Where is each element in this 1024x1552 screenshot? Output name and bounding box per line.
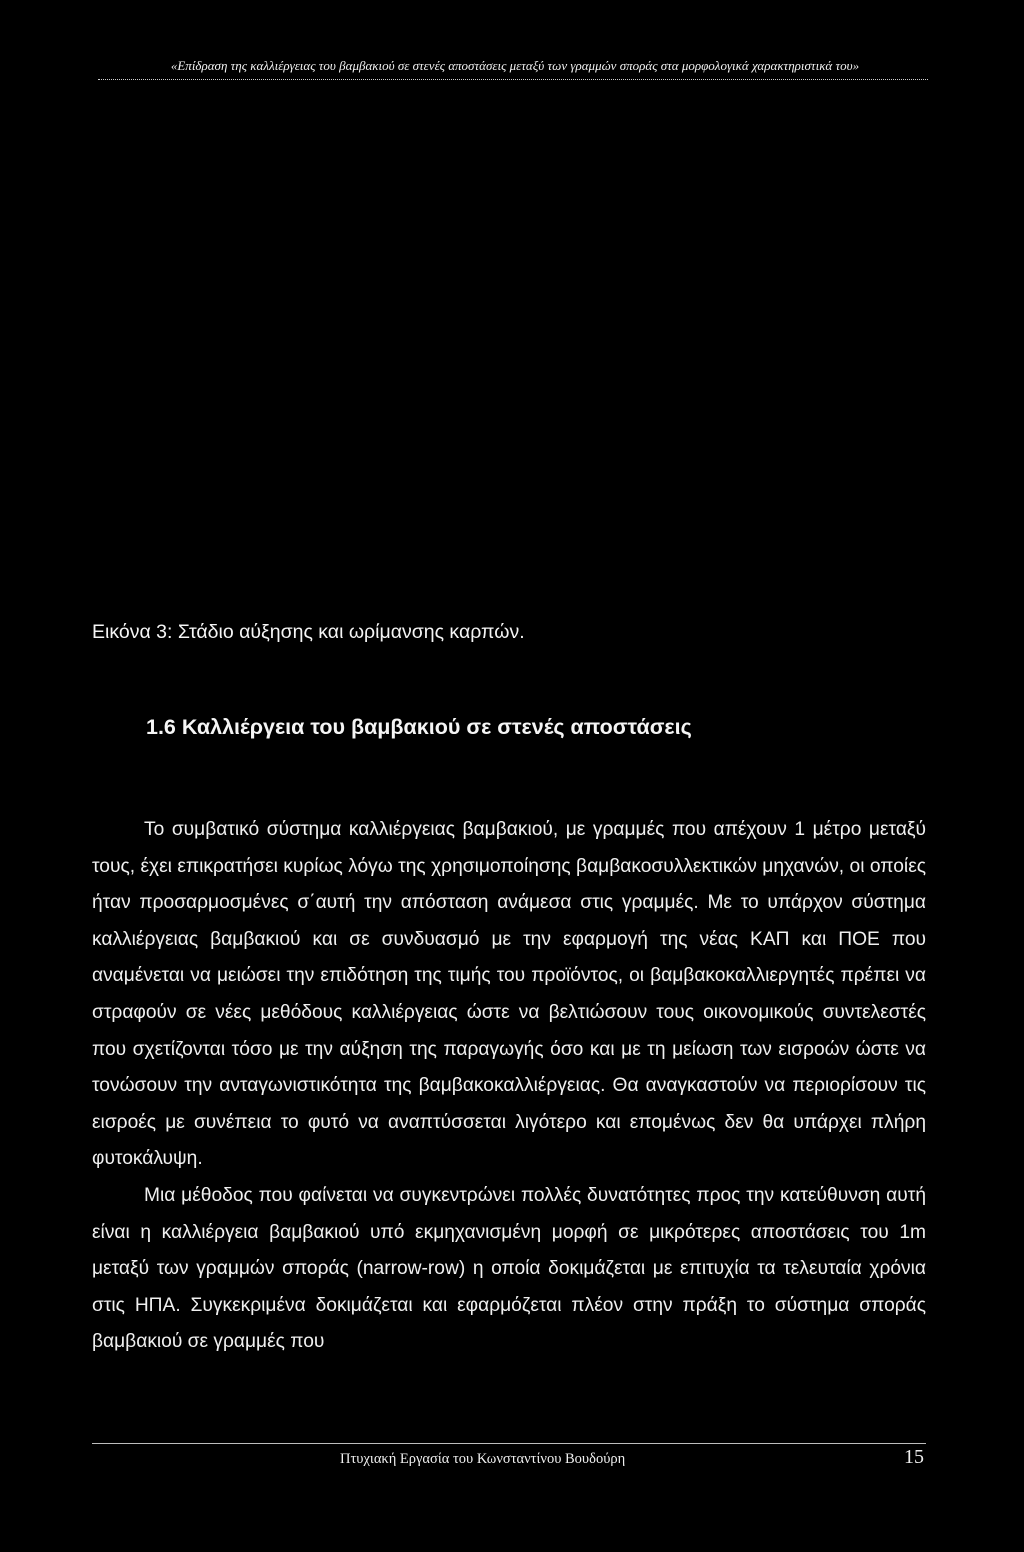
paragraph: Το συμβατικό σύστημα καλλιέργειας βαμβακιού, με γραμμές που απέχουν 1 μέτρο μεταξύ τους, έχει επικρατήσει κυρίως λόγω της χρησιμοποίησης βαμβακοσυλλεκτικών μηχανών, οι οποίες ήταν προσαρμοσμένες σ΄αυτή την απόσταση ανάμεσα στις γραμμές. Με το υπάρχον σύστημα καλλιέργειας βαμβακιού και σε συνδυασμό με την εφαρμογή της νέας ΚΑΠ και ΠΟΕ που αναμένεται να μειώσει την επιδότηση της τιμής του προϊόντος, οι βαμβακοκαλλιεργητές πρέπει να στραφούν σε νέες μεθόδους καλλιέργειας ώστε να βελτιώσουν τους οικονομικούς συντελεστές που σχετίζονται τόσο με την αύξηση της παραγωγής όσο και με τη μείωση των εισροών ώστε να τονώσουν την ανταγωνιστικότητα της βαμβακοκαλλιέργειας. Θα αναγκαστούν να περιορίσουν τις εισροές με συνέπεια το φυτό να αναπτύσσεται λιγότερο και επομένως δεν θα υπάρχει πλήρη φυτοκάλυψη. <box>92 819 926 1170</box>
footer-author-line: Πτυχιακή Εργασία του Κωνσταντίνου Βουδούρη <box>340 1451 626 1467</box>
header-divider <box>98 79 928 80</box>
running-header: «Επίδραση της καλλιέργειας του βαμβακιού σε στενές αποστάσεις μεταξύ των γραμμών σποράς στα μορφολογικά χαρακτηριστικά του» <box>170 58 860 73</box>
body-text <box>92 812 926 1361</box>
page-number: 15 <box>904 1446 924 1468</box>
footer-divider <box>92 1443 926 1444</box>
section-heading: 1.6 Καλλιέργεια του βαμβακιού σε στενές αποστάσεις <box>146 715 692 739</box>
paragraph: Μια μέθοδος που φαίνεται να συγκεντρώνει πολλές δυνατότητες προς την κατεύθυνση αυτή είναι η καλλιέργεια βαμβακιού υπό εκμηχανισμένη μορφή σε μικρότερες αποστάσεις του 1m μεταξύ των γραμμών σποράς (narrow-row) η οποία δοκιμάζεται με επιτυχία τα τελευταία χρόνια στις ΗΠΑ. Συγκεκριμένα δοκιμάζεται και εφαρμόζεται πλέον στην πράξη το σύστημα σποράς βαμβακιού σε γραμμές που <box>92 1184 926 1353</box>
figure-caption: Εικόνα 3: Στάδιο αύξησης και ωρίμανσης καρπών. <box>92 621 525 643</box>
figure-image-area <box>92 96 932 596</box>
